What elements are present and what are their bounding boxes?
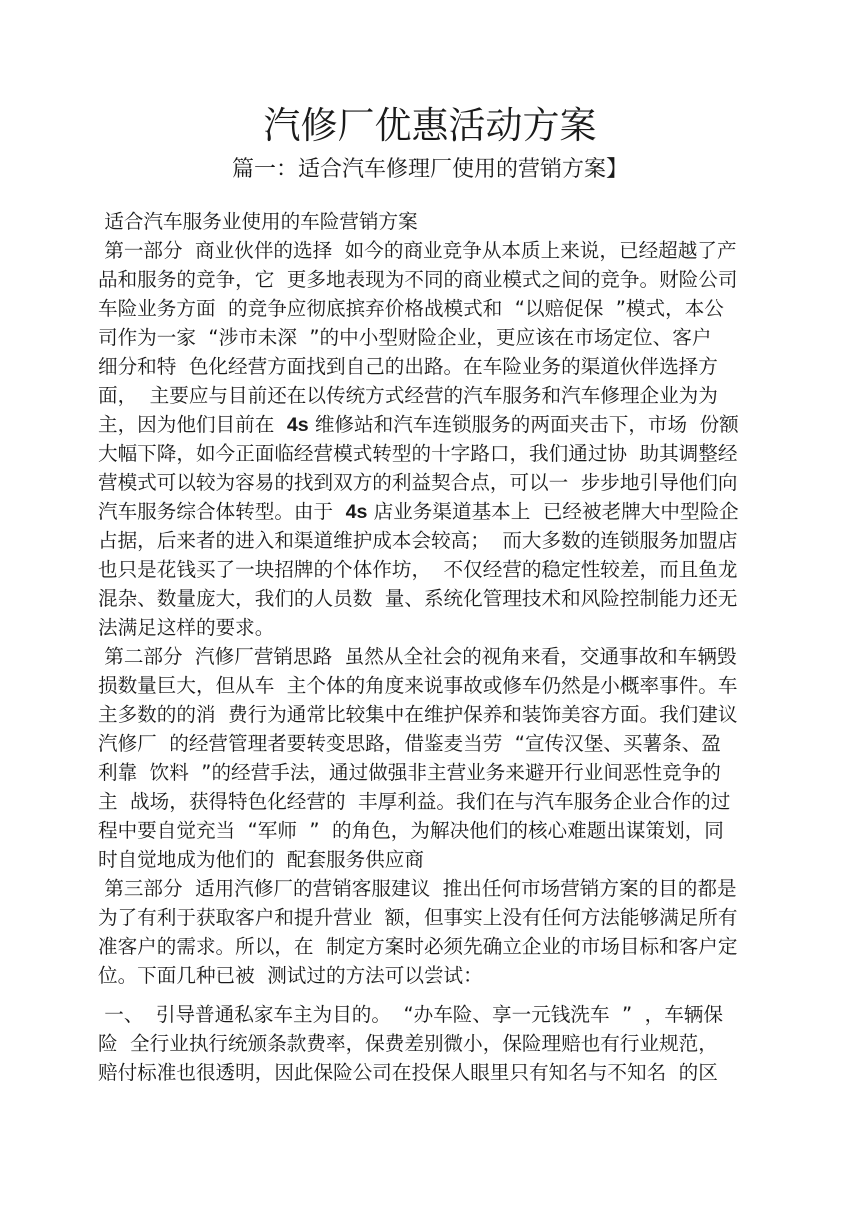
text-line: 也只是花钱买了一块招牌的个体作坊， 不仅经营的稳定性较差，而且鱼龙	[98, 558, 738, 581]
text-line: 主多数的的消 费行为通常比较集中在维护保养和装饰美容方面。我们建议	[98, 703, 738, 726]
text-line: 时自觉地成为他们的 配套服务供应商	[98, 848, 424, 871]
inline-term: 4s	[345, 501, 368, 523]
text-line: 为了有利于获取客户和提升营业 额，但事实上没有任何方法能够满足所有	[98, 906, 738, 929]
text-line: 位。下面几种已被 测试过的方法可以尝试：	[98, 964, 483, 987]
inline-term: 4s	[286, 414, 309, 436]
text-line: 汽修厂 的经营管理者要转变思路，借鉴麦当劳 “宣传汉堡、买薯条、盈	[98, 732, 721, 755]
text-line: 面， 主要应与目前还在以传统方式经营的汽车服务和汽车修理企业为为	[98, 384, 718, 407]
document-subtitle: 篇一：适合汽车修理厂使用的营销方案】	[231, 157, 628, 182]
text-line: 赔付标准也很透明，因此保险公司在投保人眼里只有知名与不知名 的区	[98, 1061, 718, 1084]
text-line: 混杂、数量庞大，我们的人员数 量、系统化管理技术和风险控制能力还无	[98, 587, 738, 610]
text-line: 损数量巨大，但从车 主个体的角度来说事故或修车仍然是小概率事件。车	[98, 674, 738, 697]
text-line: 细分和特 色化经营方面找到自己的出路。在车险业务的渠道伙伴选择方	[98, 355, 718, 378]
text-line: 险 全行业执行统颁条款费率，保费差别微小，保险理赔也有行业规范，	[98, 1032, 718, 1055]
text-line: 占据，后来者的进入和渠道维护成本会较高； 而大多数的连锁服务加盟店	[98, 529, 738, 552]
text-line: 一、 引导普通私家车主为目的。 “办车险、享一元钱洗车 ” ，车辆保	[98, 1003, 723, 1026]
text-line: 营模式可以较为容易的找到双方的利益契合点，可以一 步步地引导他们向	[98, 471, 738, 494]
text-line: 程中要自觉充当 “军师 ” 的角色，为解决他们的核心难题出谋策划，同	[98, 819, 724, 842]
body-text-block-1	[98, 207, 748, 990]
text-line: 主 战场，获得特色化经营的 丰厚利益。我们在与汽车服务企业合作的过	[98, 790, 731, 813]
text-line: 主，因为他们目前在 4s 维修站和汽车连锁服务的两面夹击下，市场 份额	[98, 413, 739, 436]
text-line: 汽车服务综合体转型。由于 4s 店业务渠道基本上 已经被老牌大中型险企	[98, 500, 739, 523]
text-line: 利靠 饮料 ”的经营手法，通过做强非主营业务来避开行业间恶性竞争的	[98, 761, 721, 784]
text-line: 品和服务的竞争，它 更多地表现为不同的商业模式之间的竞争。财险公司	[98, 268, 738, 291]
text-line: 第二部分 汽修厂营销思路 虽然从全社会的视角来看，交通事故和车辆毁	[98, 645, 737, 668]
document-title: 汽修厂优惠活动方案	[263, 104, 597, 147]
text-line: 法满足这样的要求。	[98, 616, 275, 639]
text-line: 准客户的需求。所以，在 制定方案时必须先确立企业的市场目标和客户定	[98, 935, 738, 958]
text-line: 第一部分 商业伙伴的选择 如今的商业竞争从本质上来说，已经超越了产	[98, 239, 737, 262]
text-line: 司作为一家 “涉市未深 ”的中小型财险企业，更应该在市场定位、客户	[98, 326, 712, 349]
body-text-block-2	[98, 1000, 748, 1087]
text-line: 第三部分 适用汽修厂的营销客服建议 推出任何市场营销方案的目的都是	[98, 877, 737, 900]
text-line: 车险业务方面 的竞争应彻底摈弃价格战模式和 “以赔促保 ”模式，本公	[98, 297, 724, 320]
text-line: 大幅下降，如今正面临经营模式转型的十字路口，我们通过协 助其调整经	[98, 442, 738, 465]
text-line: 适合汽车服务业使用的车险营销方案	[98, 210, 418, 233]
